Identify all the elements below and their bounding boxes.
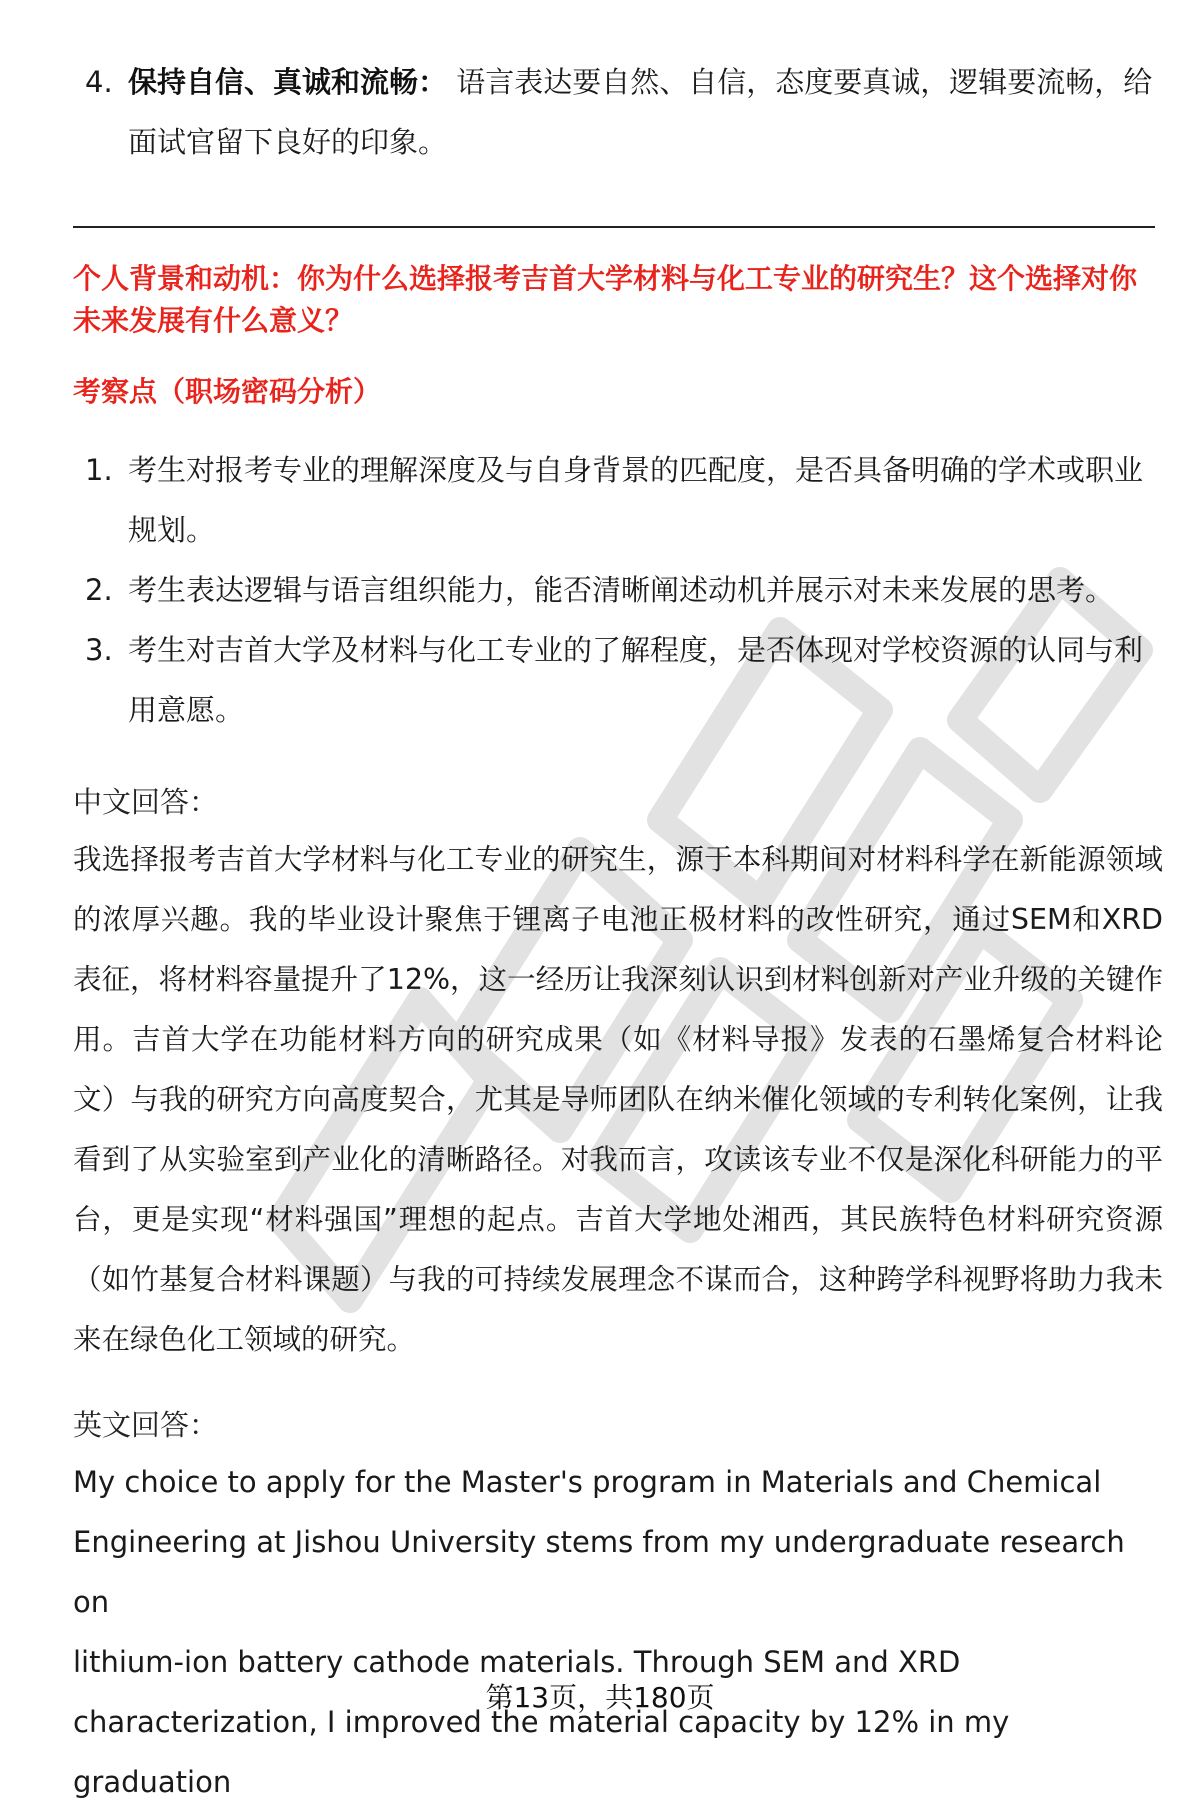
- item-text: 语言表达要自然、自信，态度要真诚，逻辑要流畅，给面试官留下良好的印象。: [128, 65, 1153, 159]
- item-text: 考生表达逻辑与语言组织能力，能否清晰阐述动机并展示对未来发展的思考。: [128, 573, 1115, 607]
- english-line: Engineering at Jishou University stems from my undergraduate research on: [73, 1525, 1125, 1619]
- page-number-footer: 第13页，共180页: [485, 1681, 715, 1714]
- list-number: 4.: [85, 65, 113, 99]
- chinese-answer-label: 中文回答：: [73, 785, 219, 819]
- english-answer-text: [73, 1452, 1163, 1812]
- assessment-heading: 考察点（职场密码分析）: [73, 375, 382, 408]
- list-number: 2.: [85, 573, 113, 607]
- question-heading: 个人背景和动机：你为什么选择报考吉首大学材料与化工专业的研究生？这个选择对你未来发展有什么意义？: [73, 262, 1138, 337]
- section-divider: [73, 226, 1155, 228]
- list-number: 1.: [85, 453, 113, 487]
- list-number: 3.: [85, 633, 113, 667]
- chinese-answer-text: 我选择报考吉首大学材料与化工专业的研究生，源于本科期间对材料科学在新能源领域的浓厚兴趣。我的毕业设计聚焦于锂离子电池正极材料的改性研究，通过SEM和XRD表征，将材料容量提升了12%，这一经历让我深刻认识到材料创新对产业升级的关键作用。吉首大学在功能材料方向的研究成果（如《材料导报》发表的石墨烯复合材料论文）与我的研究方向高度契合，尤其是导师团队在纳米催化领域的专利转化案例，让我看到了从实验室到产业化的清晰路径。对我而言，攻读该专业不仅是深化科研能力的平台，更是实现“材料强国”理想的起点。吉首大学地处湘西，其民族特色材料研究资源（如竹基复合材料课题）与我的可持续发展理念不谋而合，这种跨学科视野将助力我未来在绿色化工领域的研究。: [73, 843, 1163, 1356]
- item-bold-label: 保持自信、真诚和流畅：: [128, 65, 448, 99]
- item-text: 考生对报考专业的理解深度及与自身背景的匹配度，是否具备明确的学术或职业规划。: [128, 453, 1144, 547]
- assessment-item-3: [73, 620, 1153, 740]
- item-text: 考生对吉首大学及材料与化工专业的了解程度，是否体现对学校资源的认同与利用意愿。: [128, 633, 1144, 727]
- assessment-item-2: [73, 560, 1153, 620]
- english-answer-label: 英文回答：: [73, 1408, 219, 1442]
- english-line: characterization, I improved the material capacity by 12% in my graduation: [73, 1705, 1010, 1799]
- english-line: My choice to apply for the Master's program in Materials and Chemical: [73, 1465, 1102, 1499]
- assessment-item-1: [73, 440, 1153, 560]
- intro-list-item: [73, 52, 1153, 172]
- english-line: lithium-ion battery cathode materials. Through SEM and XRD: [73, 1645, 961, 1679]
